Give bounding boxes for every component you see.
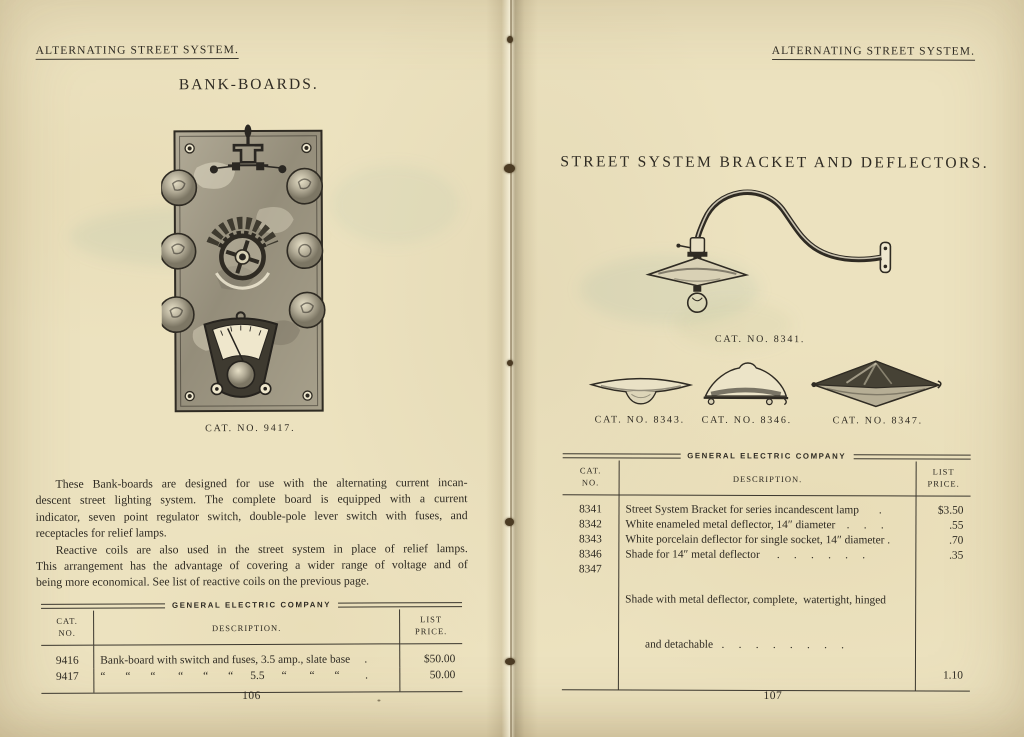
double-rule — [338, 602, 462, 608]
price-cell: $50.00 — [423, 652, 456, 665]
desc-cell: White enameled metal deflector, 14″ diameter . . . — [618, 517, 916, 533]
cat-cell: 8342 — [579, 517, 602, 531]
deflector-figure-8346 — [700, 357, 792, 410]
table-grid — [562, 460, 971, 691]
column-header-cat: CAT. NO. — [563, 460, 619, 495]
stitch-thread — [510, 0, 512, 737]
column-header-price: LIST PRICE. — [400, 609, 462, 644]
page-number: 106 — [242, 689, 261, 703]
stitch-knot — [505, 658, 515, 665]
body-line: being more economical. See list of reactive coils on the previous page. — [35, 573, 370, 590]
desc-cell: Bank-board with switch and fuses, 3.5 amp., slate base . — [93, 644, 400, 669]
desc-line: and detachable . . . . . . . . — [645, 638, 845, 651]
body-line: This arrangement has the advantage of covering a wider range of voltage and of — [35, 557, 468, 573]
page-title: STREET SYSTEM BRACKET AND DEFLECTORS. — [560, 153, 990, 172]
page-number: 107 — [763, 689, 783, 703]
figure-caption: CAT. NO. 8341. — [714, 333, 806, 346]
cat-cell: 8347 — [578, 562, 602, 576]
deflector-figure-8347 — [806, 355, 946, 412]
table-company-label: GENERAL ELECTRIC COMPANY — [687, 451, 847, 461]
price-cell: 1.10 — [942, 669, 963, 682]
price-cell: .70 — [949, 534, 964, 547]
catalog-table — [41, 600, 462, 693]
stitch-knot — [505, 518, 514, 526]
body-line: These Bank-boards are designed for use with the alternating current incan- — [55, 475, 468, 491]
desc-cell: White porcelain deflector for single socket, 14″ diameter . — [618, 532, 916, 548]
body-line: receptacles for relief lamps. — [35, 525, 167, 541]
stitch-knot — [507, 36, 513, 43]
stitch-knot — [507, 360, 513, 366]
body-line: indicator, seven point regulator switch, double-pole lever switch with fuses, and — [35, 507, 468, 524]
body-text — [35, 474, 467, 591]
cat-cell: 8341 — [579, 502, 602, 516]
figure-caption: CAT. NO. 8347. — [832, 415, 923, 427]
desc-cell: “ “ “ “ “ “ 5.5 “ “ “ . — [93, 667, 400, 692]
table-company-label: GENERAL ELECTRIC COMPANY — [172, 600, 332, 610]
page-left — [0, 0, 502, 737]
body-line: Reactive coils are also used in the street system in place of relief lamps. — [55, 540, 468, 557]
page-right — [523, 0, 1024, 737]
ink-showthrough — [329, 164, 459, 245]
body-line: descent street lighting system. The complete board is equipped with a current — [35, 491, 468, 508]
desc-cell: Shade for 14″ metal deflector . . . . . . — [618, 547, 916, 563]
stitch-knot — [504, 164, 515, 173]
column-header-price: LIST PRICE. — [917, 461, 971, 496]
double-rule — [563, 453, 681, 458]
paper-speck — [377, 699, 380, 701]
street-bracket-figure — [634, 186, 915, 335]
running-head: ALTERNATING STREET SYSTEM. — [772, 45, 975, 61]
desc-cell — [618, 562, 916, 690]
desc-line: Shade with metal deflector, complete, watertight, hinged — [625, 593, 887, 607]
cat-cell: 8343 — [578, 532, 602, 546]
bank-board-figure — [161, 123, 334, 420]
double-rule — [41, 603, 165, 609]
page-title: BANK-BOARDS. — [178, 75, 319, 94]
desc-cell: Street System Bracket for series incandescent lamp . — [618, 495, 916, 518]
price-cell: 50.00 — [429, 669, 456, 682]
cat-cell: 9416 — [55, 654, 79, 667]
price-cell: .35 — [949, 549, 964, 562]
price-cell: .55 — [949, 519, 964, 532]
cat-cell: 8346 — [578, 547, 602, 561]
cat-cell: 9417 — [55, 670, 79, 683]
catalog-table — [562, 451, 971, 691]
running-head: ALTERNATING STREET SYSTEM. — [36, 44, 239, 60]
column-header-cat: CAT. NO. — [41, 611, 93, 646]
figure-caption: CAT. NO. 8343. — [594, 414, 685, 426]
figure-caption: CAT. NO. 9417. — [205, 422, 296, 435]
column-header-description: DESCRIPTION. — [619, 460, 917, 496]
table-grid — [41, 609, 462, 693]
deflector-figure-8343 — [586, 371, 696, 409]
figure-caption: CAT. NO. 8346. — [701, 414, 792, 427]
price-cell: $3.50 — [937, 504, 964, 517]
column-header-description: DESCRIPTION. — [93, 609, 400, 645]
double-rule — [853, 454, 971, 459]
